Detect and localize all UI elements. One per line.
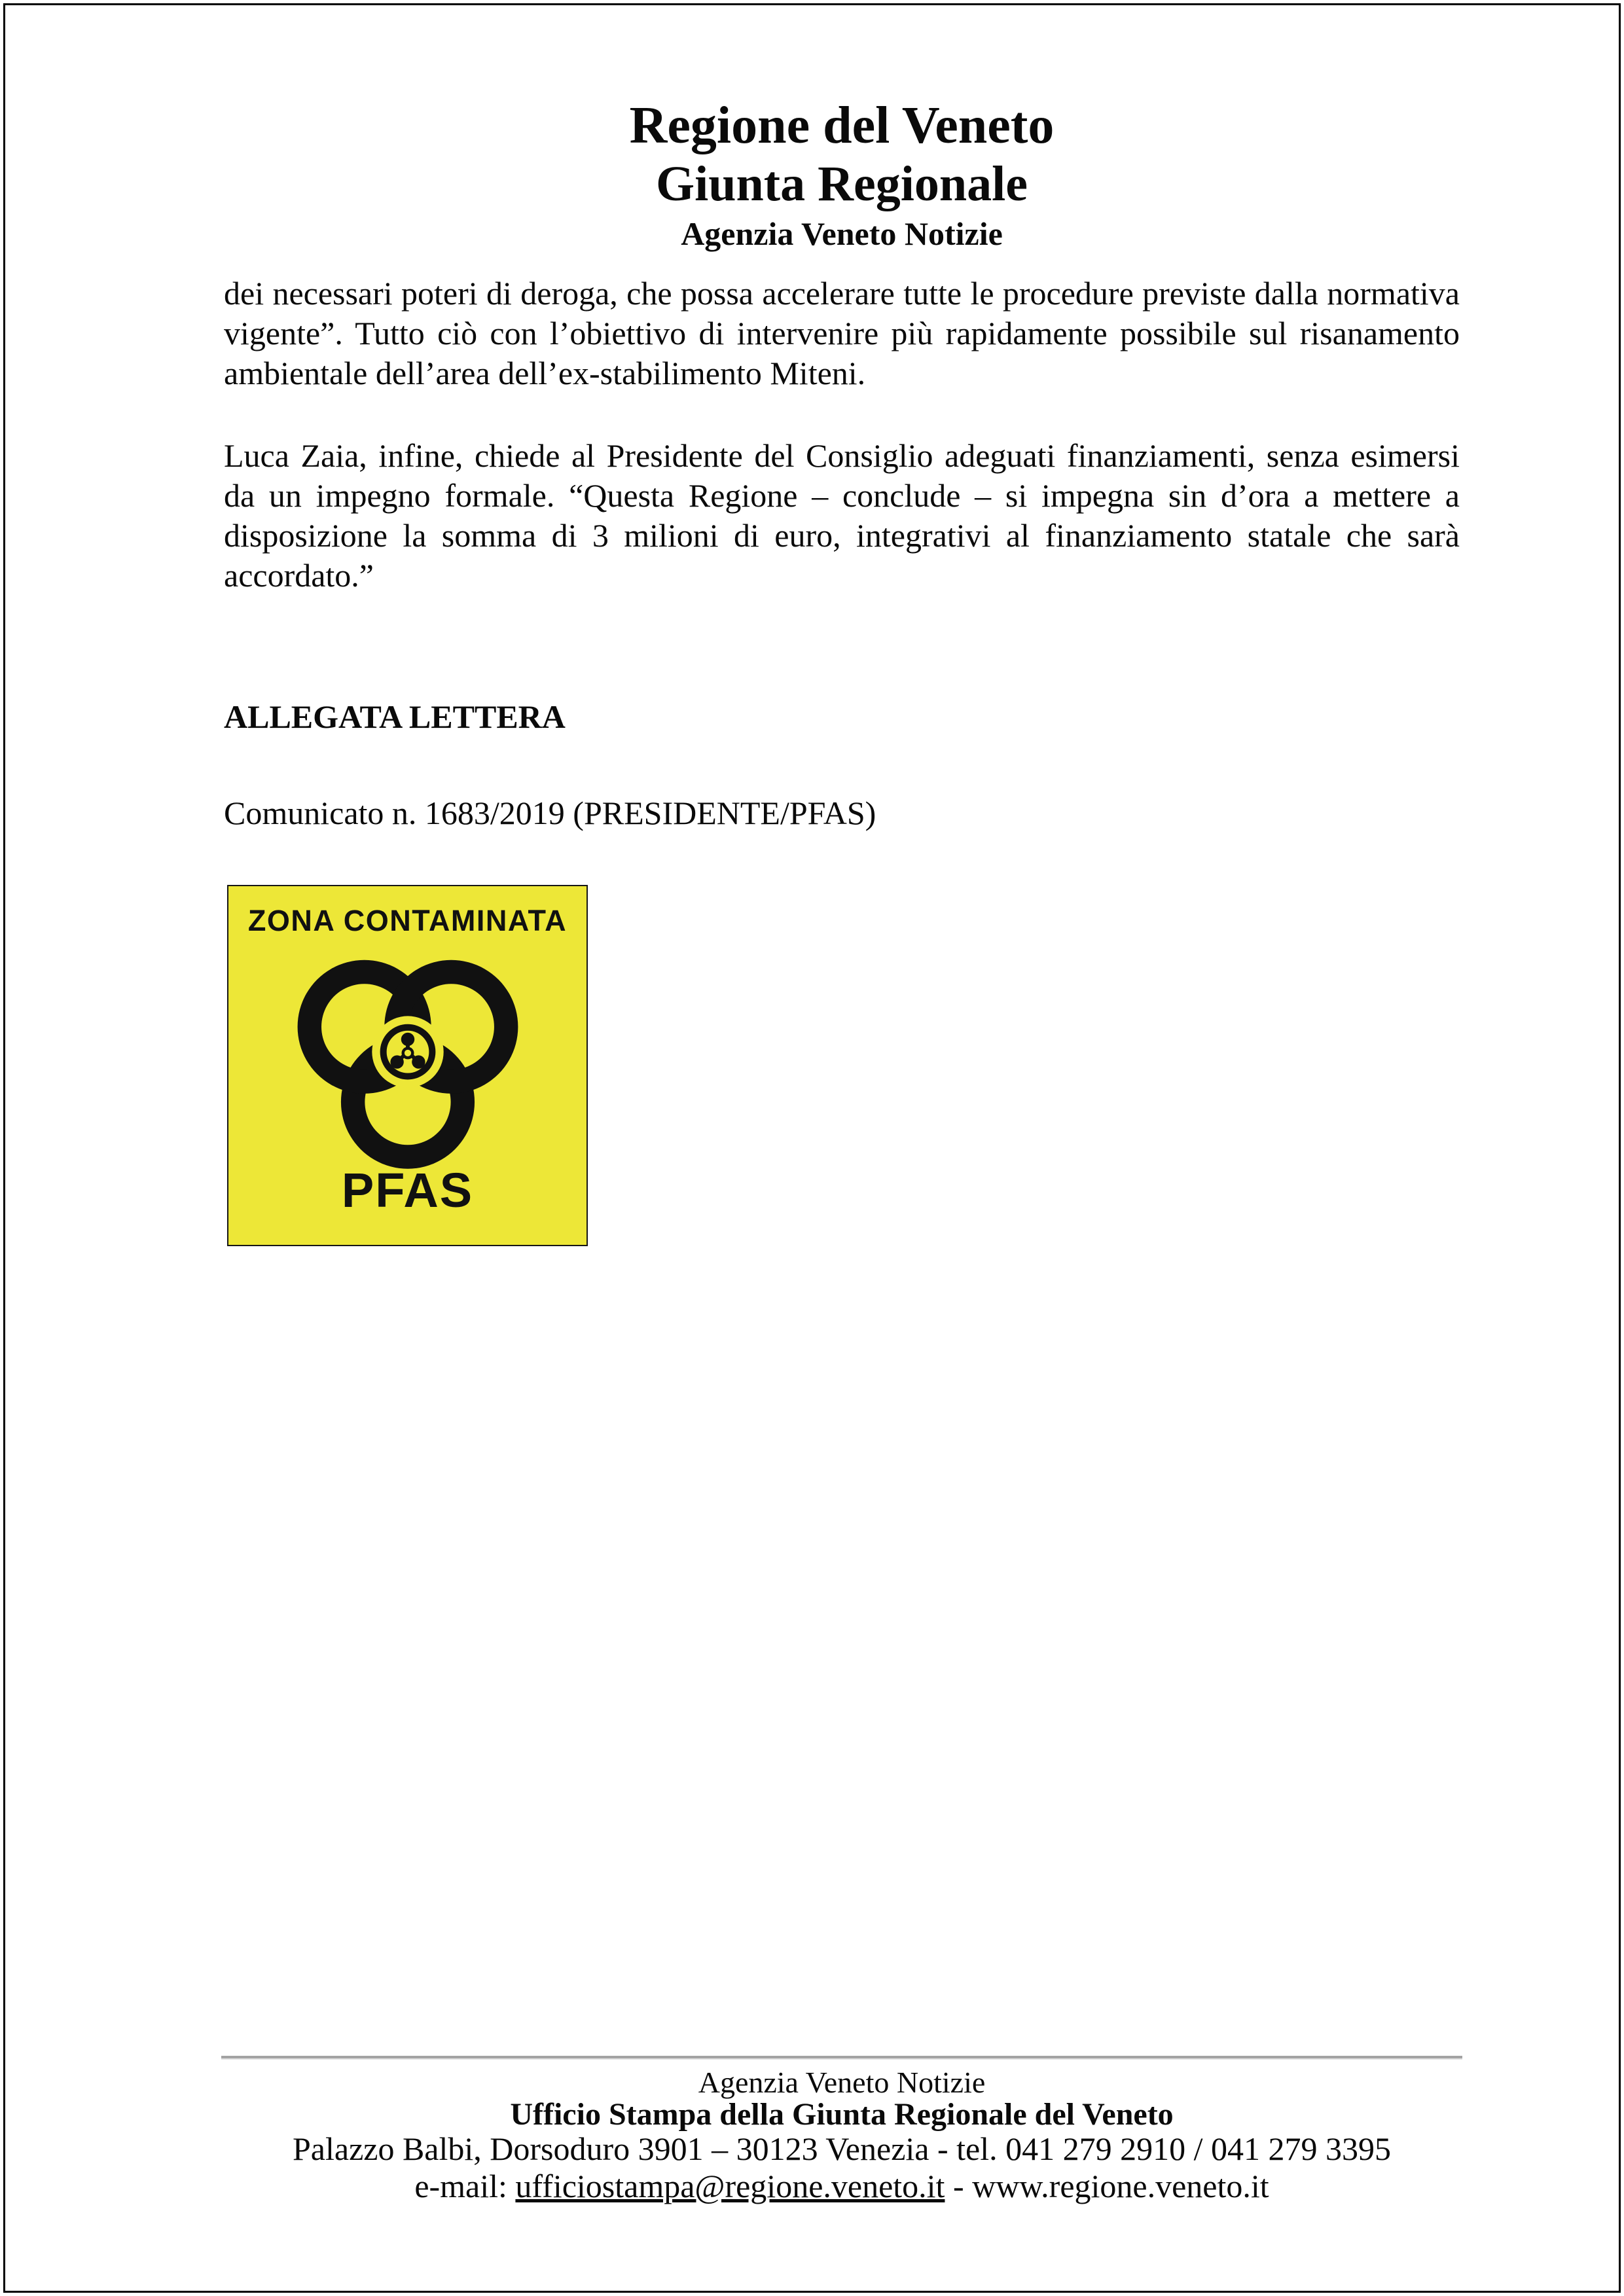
header-title: Regione del Veneto [629, 97, 1055, 154]
footer-address: Palazzo Balbi, Dorsoduro 3901 – 30123 Venezia - tel. 041 279 2910 / 041 279 3395 [292, 2130, 1391, 2167]
body-paragraph-1: dei necessari poteri di deroga, che possa accelerare tutte le procedure previste dalla normativa vigente”. Tutto ciò con l’obiettivo di intervenire più rapidamente possibile sul risanamento ambientale dell’area dell’ex-stabilimento Miteni. [224, 275, 1460, 391]
header-agency: Agenzia Veneto Notizie [681, 215, 1003, 252]
body-paragraph-2: Luca Zaia, infine, chiede al Presidente del Consiglio adeguati finanziamenti, senza esimersi da un impegno formale. “Questa Regione – conclude – si impegna sin d’ora a mettere a disposizione la somma di 3 milioni di euro, integrativi al finanziamento statale che sarà accordato.” [224, 437, 1460, 594]
email-link[interactable]: ufficiostampa@regione.veneto.it [515, 2168, 945, 2204]
biohazard-icon [293, 952, 522, 1174]
footer-office: Ufficio Stampa della Giunta Regionale del Veneto [510, 2097, 1174, 2132]
email-label: e-mail: [414, 2168, 516, 2204]
comunicato-reference: Comunicato n. 1683/2019 (PRESIDENTE/PFAS) [224, 795, 876, 831]
footer-divider [221, 2056, 1462, 2060]
sign-bottom-label: PFAS [341, 1163, 474, 1217]
contaminated-zone-sign [227, 885, 588, 1246]
footer-agency: Agenzia Veneto Notizie [698, 2066, 986, 2099]
sign-top-label: ZONA CONTAMINATA [247, 904, 568, 937]
header-subtitle: Giunta Regionale [656, 156, 1028, 211]
website-text: - www.regione.veneto.it [945, 2168, 1269, 2204]
attachment-heading: ALLEGATA LETTERA [224, 698, 566, 735]
footer-contacts [224, 2170, 1460, 2202]
